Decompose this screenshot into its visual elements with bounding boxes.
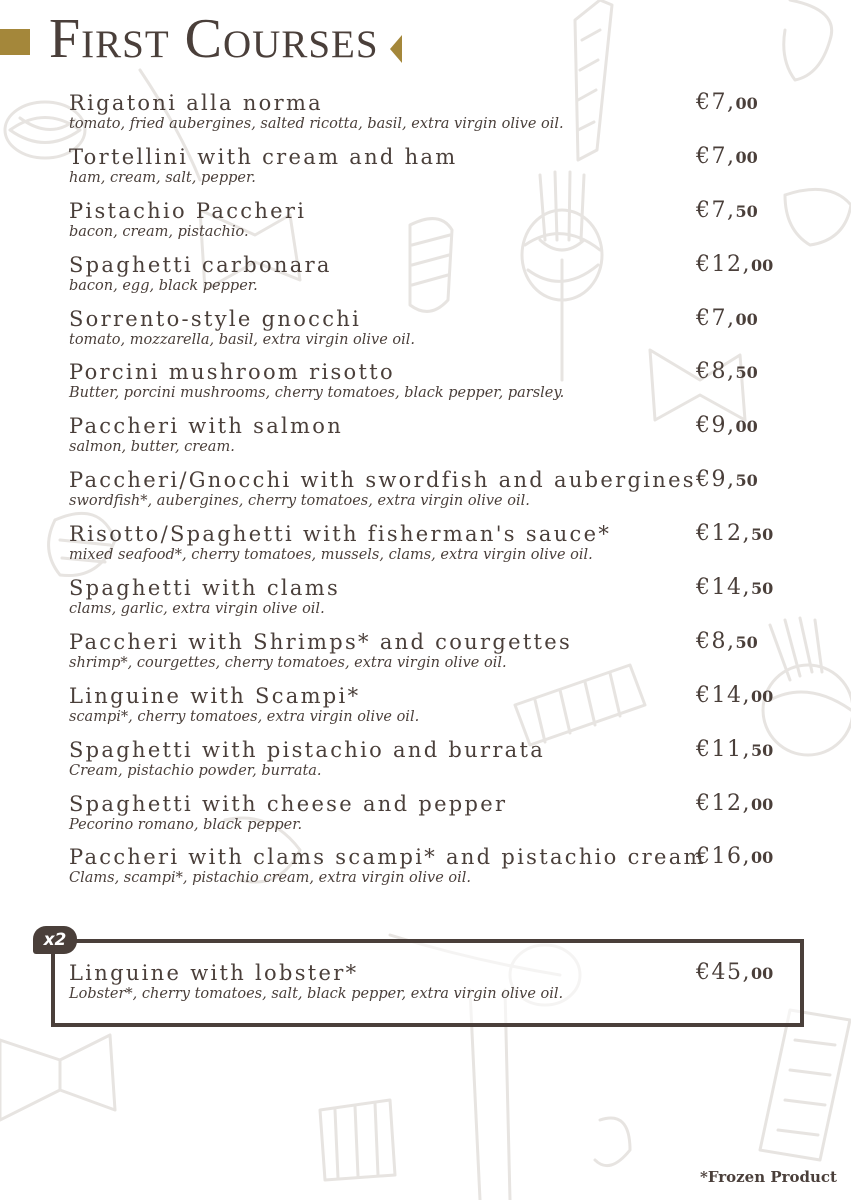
price-main: €12, [696, 521, 751, 547]
menu-item [69, 307, 789, 361]
dish-price [696, 792, 773, 816]
price-cents: 50 [750, 740, 774, 760]
dish-price [696, 738, 773, 762]
price-cents: 00 [750, 848, 774, 868]
dish-description: tomato, fried aubergines, salted ricotta, basil, extra virgin olive oil. [69, 116, 564, 132]
dish-name: Tortellini with cream and ham [69, 144, 458, 169]
price-main: €11, [696, 736, 751, 762]
dish-description: tomato, mozzarella, basil, extra virgin olive oil. [69, 331, 416, 348]
menu-item [69, 522, 789, 576]
menu-item [69, 414, 789, 468]
dish-description: Butter, porcini mushrooms, cherry tomatoes, black pepper, parsley. [69, 385, 565, 402]
dish-price [696, 684, 773, 708]
menu-item [69, 91, 789, 145]
special-menu-item [69, 961, 789, 1011]
menu-item [69, 145, 789, 199]
price-cents: 50 [750, 525, 774, 545]
dish-price [696, 307, 758, 331]
price-main: €7, [696, 305, 736, 331]
dish-description: Lobster*, cherry tomatoes, salt, black pepper, extra virgin olive oil. [69, 986, 564, 1002]
dish-name: Paccheri with clams scampi* and pistachio cream [69, 845, 706, 870]
dish-description: bacon, cream, pistachio. [69, 223, 249, 240]
page-title: First Courses [49, 8, 379, 70]
price-cents: 00 [735, 417, 758, 437]
dish-description: scampi*, cherry tomatoes, extra virgin olive oil. [69, 708, 420, 725]
dish-description: Cream, pistachio powder, burrata. [69, 762, 322, 779]
square-marker-icon [0, 29, 30, 55]
dish-name: Linguine with lobster* [69, 961, 359, 985]
dish-description: salmon, butter, cream. [69, 439, 235, 456]
price-main: €9, [696, 413, 736, 439]
dish-description: Pecorino romano, black pepper. [69, 816, 303, 833]
dish-description: swordfish*, aubergines, cherry tomatoes, extra virgin olive oil. [69, 493, 530, 510]
special-dish-box [51, 939, 804, 1027]
dish-description: ham, cream, salt, pepper. [69, 169, 256, 186]
price-main: €45, [696, 960, 751, 985]
dish-description: clams, garlic, extra virgin olive oil. [69, 601, 325, 618]
price-cents: 50 [735, 363, 758, 383]
price-cents: 00 [735, 94, 758, 113]
price-main: €7, [696, 143, 736, 169]
dish-description: shrimp*, courgettes, cherry tomatoes, extra virgin olive oil. [69, 654, 507, 671]
price-main: €14, [696, 682, 751, 708]
dish-name: Paccheri/Gnocchi with swordfish and aubergines [69, 468, 696, 493]
price-cents: 00 [735, 147, 758, 167]
price-cents: 50 [735, 201, 758, 221]
menu-item [69, 199, 789, 253]
price-cents: 50 [735, 471, 758, 491]
dish-price [696, 522, 773, 546]
frozen-product-footnote: *Frozen Product [700, 1168, 837, 1186]
menu-item [69, 738, 789, 792]
dish-description: mixed seafood*, cherry tomatoes, mussels, clams, extra virgin olive oil. [69, 547, 593, 564]
dish-name: Porcini mushroom risotto [69, 360, 395, 385]
price-cents: 00 [750, 255, 774, 275]
price-cents: 00 [735, 309, 758, 329]
dish-name: Linguine with Scampi* [69, 683, 361, 708]
menu-item [69, 684, 789, 738]
price-cents: 00 [750, 686, 774, 706]
price-cents: 00 [750, 794, 774, 814]
dish-name: Spaghetti carbonara [69, 252, 332, 277]
price-main: €12, [696, 251, 751, 277]
price-cents: 50 [750, 579, 774, 599]
dish-price [696, 630, 758, 654]
triangle-left-icon [390, 35, 402, 63]
price-main: €7, [696, 90, 736, 115]
price-main: €12, [696, 790, 751, 816]
dish-name: Spaghetti with clams [69, 576, 341, 601]
price-main: €7, [696, 197, 736, 223]
menu-item [69, 360, 789, 414]
dish-price [696, 845, 773, 869]
dish-description: bacon, egg, black pepper. [69, 277, 258, 294]
dish-price [696, 414, 758, 438]
dish-price [696, 145, 758, 169]
dish-price [696, 199, 758, 223]
menu-item [69, 792, 789, 846]
menu-item [69, 576, 789, 630]
menu-item [69, 630, 789, 684]
dish-name: Sorrento-style gnocchi [69, 306, 362, 331]
dish-description: Clams, scampi*, pistachio cream, extra virgin olive oil. [69, 870, 472, 887]
price-main: €16, [696, 844, 751, 870]
dish-name: Rigatoni alla norma [69, 91, 323, 115]
dish-name: Spaghetti with pistachio and burrata [69, 737, 546, 762]
price-main: €8, [696, 628, 736, 654]
menu-item [69, 845, 789, 899]
dish-price [696, 253, 773, 277]
price-cents: 00 [750, 964, 774, 983]
dish-name: Spaghetti with cheese and pepper [69, 791, 508, 816]
dish-price [696, 360, 758, 384]
menu-list [69, 91, 789, 899]
menu-item [69, 253, 789, 307]
price-main: €14, [696, 575, 751, 601]
dish-price [696, 91, 758, 115]
dish-name: Paccheri with Shrimps* and courgettes [69, 629, 573, 654]
dish-price [696, 576, 773, 600]
dish-name: Pistachio Paccheri [69, 198, 307, 223]
dish-price [696, 468, 758, 492]
price-main: €8, [696, 359, 736, 385]
dish-name: Paccheri with salmon [69, 414, 344, 439]
menu-item [69, 468, 789, 522]
x2-badge: x2 [33, 926, 77, 954]
dish-price [696, 961, 773, 985]
price-cents: 50 [735, 632, 758, 652]
price-main: €9, [696, 467, 736, 493]
dish-name: Risotto/Spaghetti with fisherman's sauce* [69, 522, 612, 547]
menu-header [0, 8, 500, 70]
